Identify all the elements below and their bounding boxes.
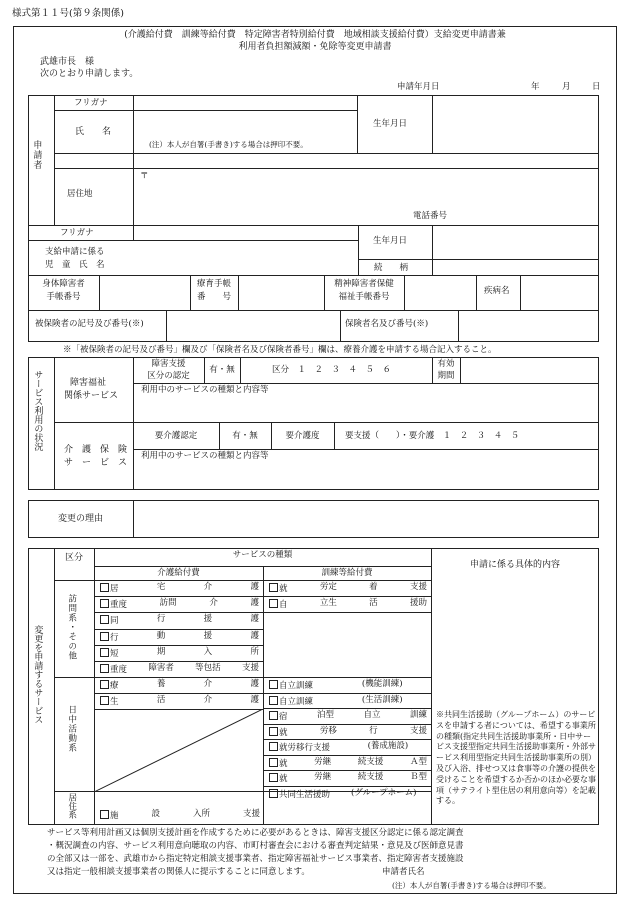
insurer-label: 保険者名及び番号(※) xyxy=(345,319,429,329)
day-training-item[interactable] xyxy=(269,711,427,723)
day-training-item[interactable] xyxy=(269,773,427,785)
day-care-item-part: 活 xyxy=(156,695,166,705)
day-training-item-label: 自立訓練 xyxy=(269,696,313,708)
day-training-item-part: 労移 xyxy=(319,725,337,736)
checkbox-icon[interactable] xyxy=(269,599,278,608)
checkbox-icon[interactable] xyxy=(269,583,278,592)
valid-period-label1: 有効 xyxy=(437,359,455,369)
residence-care-part4: 支援 xyxy=(242,809,260,819)
day-training-item-part: 続支援 xyxy=(357,756,384,767)
row-divider xyxy=(263,693,431,694)
visit-care-item-part: 宅 xyxy=(156,582,166,592)
day-care-item-part: 護 xyxy=(250,695,259,705)
physical-handbook-label1: 身体障害者 xyxy=(42,279,85,289)
day-training-item-part: 労継 xyxy=(314,772,332,782)
day-training-item-part: 訓練 xyxy=(409,710,427,720)
day-training-item-part: 泊型 xyxy=(316,710,334,720)
visit-training-item-part: 労定 xyxy=(319,582,337,592)
day-training-item-part: Ｂ型 xyxy=(409,772,427,782)
service-usage-table xyxy=(28,357,599,490)
visit-care-item-label: 行 xyxy=(100,632,119,644)
consent-line1: サービス等利用計画又は個別支援計画を作成するために必要があるときは、障害支援区分認定に係る認定調査 xyxy=(47,828,464,838)
checkbox-icon[interactable] xyxy=(269,773,278,782)
visit-care-item-label: 重度 xyxy=(100,664,127,676)
visit-care-item[interactable] xyxy=(100,648,259,660)
day-training-item-part: 行 xyxy=(369,725,378,736)
day-care-item-part: 介 xyxy=(203,695,213,705)
service-types-header: サービスの種類 xyxy=(232,550,293,560)
day-training-item-part: 労継 xyxy=(314,756,332,767)
residence-care-part3: 入所 xyxy=(192,809,210,819)
checkbox-icon[interactable] xyxy=(100,615,109,624)
checkbox-icon[interactable] xyxy=(100,648,109,657)
care-insurance-label1: 介 護 保 険 xyxy=(64,445,128,455)
care-level-label: 要介護度 xyxy=(285,431,320,441)
care-level-scale[interactable]: 要支援（ ）・要介護 １ ２ ３ ４ ５ xyxy=(345,431,520,441)
visit-training-item[interactable] xyxy=(269,599,427,611)
day-training-item[interactable] xyxy=(269,696,427,708)
visit-training-item-part: 立生 xyxy=(319,598,337,609)
visit-care-item[interactable] xyxy=(100,615,259,627)
valid-period-label2: 期間 xyxy=(437,371,455,381)
insured-number-label: 被保険者の記号及び番号(※) xyxy=(35,319,144,329)
mental-handbook-label2: 福祉手帳番号 xyxy=(338,292,390,302)
row-divider xyxy=(94,612,263,613)
applicant-section-label: 申請者 xyxy=(31,140,42,170)
visit-care-item[interactable] xyxy=(100,632,259,644)
visit-training-item-part: 着 xyxy=(369,582,378,592)
visit-care-item-part: 入 xyxy=(203,646,213,657)
visit-training-item[interactable] xyxy=(269,583,427,595)
visit-training-item-part: 支援 xyxy=(409,582,427,592)
visit-care-item-part: 介 xyxy=(209,598,218,609)
residence-category-label: 居住系 xyxy=(66,793,77,819)
row-divider xyxy=(94,645,263,646)
row-divider xyxy=(263,786,431,787)
child-birthdate-label: 生年月日 xyxy=(373,236,408,246)
day-training-item[interactable] xyxy=(269,680,427,692)
checkbox-icon[interactable] xyxy=(269,696,278,705)
visit-care-item-part: 介 xyxy=(203,582,213,592)
day-training-item-part: (養成施設) xyxy=(367,741,409,751)
checkbox-icon[interactable] xyxy=(100,664,109,673)
consent-line3: の全部又は一部を、武雄市から指定特定相談支援事業者、指定障害福祉サービス事業者、指定障害者支援施設 xyxy=(47,854,464,864)
addressee: 武雄市長 様 xyxy=(40,57,95,67)
checkbox-icon[interactable] xyxy=(100,696,109,705)
applicant-address-field[interactable] xyxy=(134,169,598,209)
row-divider xyxy=(263,708,431,709)
day-training-item-label: 就 xyxy=(269,773,288,785)
day-training-item-label: 共同生活援助 xyxy=(269,789,330,801)
welfare-service-label2: 関係サービス xyxy=(64,391,119,401)
row-divider xyxy=(94,629,263,630)
welfare-service-label1: 障害福祉 xyxy=(70,378,107,388)
physical-handbook-label2: 手帳番号 xyxy=(46,292,81,302)
training-benefits-header: 訓練等給付費 xyxy=(321,568,373,578)
row-divider xyxy=(263,612,431,613)
visit-care-item-part: 援 xyxy=(203,630,213,641)
day-training-item-part: (生活訓練) xyxy=(361,694,403,705)
consent-line4: 又は指定一般相談支援事業者の関係人に提示することに同意します。 xyxy=(47,867,310,877)
disease-label: 疾病名 xyxy=(484,286,510,296)
child-name-label1: 支給申請に係る xyxy=(45,247,105,257)
mental-handbook-label1: 精神障害者保健 xyxy=(334,279,394,289)
day-care-item[interactable] xyxy=(100,680,259,692)
visit-care-item-label: 短 xyxy=(100,648,119,660)
kubun-header: 区分 xyxy=(64,553,83,563)
visit-care-item-label: 同 xyxy=(100,615,119,627)
visit-care-item-part: 護 xyxy=(250,614,259,625)
child-name-label2: 児 童 氏 名 xyxy=(45,260,105,270)
checkbox-icon[interactable] xyxy=(100,632,109,641)
visit-care-item-part: 護 xyxy=(250,598,259,609)
care-insurance-label2: サ ー ビ ス xyxy=(64,458,128,468)
row-divider xyxy=(263,724,431,725)
consent-signature-label: 申請者氏名 xyxy=(382,867,425,877)
details-header: 申請に係る具体的内容 xyxy=(469,560,560,570)
welfare-current-services-label: 利用中のサービスの種類と内容等 xyxy=(141,385,269,395)
day-training-item-part: 自立 xyxy=(363,710,381,720)
checkbox-icon[interactable] xyxy=(269,789,278,798)
day-training-item[interactable] xyxy=(269,742,427,754)
visit-care-item-part: 行 xyxy=(156,614,166,625)
ryoiku-handbook-label2: 番 号 xyxy=(196,292,231,302)
date-year-label: 年 xyxy=(531,82,540,92)
day-training-item-label: 宿 xyxy=(269,711,288,723)
residence-care-part2: 設 xyxy=(151,809,160,819)
visit-care-item-part: 等包括 xyxy=(195,663,221,673)
day-training-item[interactable] xyxy=(269,727,427,739)
care-current-services-label: 利用中のサービスの種類と内容等 xyxy=(141,451,269,461)
residence-care-item[interactable] xyxy=(100,810,260,822)
checkbox-icon[interactable] xyxy=(100,680,109,689)
form-title-line2: 利用者負担額減額・免除等変更申請書 xyxy=(238,42,392,52)
day-care-item-label: 療 xyxy=(100,680,119,692)
checkbox-icon[interactable] xyxy=(269,680,278,689)
service-usage-section-label: サービス利用の状況 xyxy=(32,370,43,451)
visit-care-item-part: 期 xyxy=(156,646,166,657)
day-training-item-part: (機能訓練) xyxy=(361,679,403,689)
checkbox-icon[interactable] xyxy=(100,599,109,608)
day-care-item-part: 護 xyxy=(250,679,259,689)
day-training-item-label: 就 xyxy=(269,758,288,770)
row-divider xyxy=(263,755,431,756)
row-divider xyxy=(94,661,263,662)
care-certification-label: 要介護認定 xyxy=(154,431,198,441)
day-training-item[interactable] xyxy=(269,789,427,801)
visit-care-item-part: 援 xyxy=(203,614,213,625)
support-category-label1: 障害支援 xyxy=(151,359,186,369)
visit-care-item[interactable] xyxy=(100,664,259,676)
day-training-item-part: Ａ型 xyxy=(409,756,427,767)
row-divider xyxy=(94,596,263,597)
support-category-yes-no[interactable]: 有・無 xyxy=(209,365,235,375)
checkbox-icon[interactable] xyxy=(100,583,109,592)
day-care-item-part: 養 xyxy=(156,679,166,689)
visit-training-item-part: 援助 xyxy=(409,598,427,609)
care-certification-yes-no[interactable]: 有・無 xyxy=(232,431,258,441)
checkbox-icon[interactable] xyxy=(269,758,278,767)
residence-care-item-text: 施 xyxy=(100,810,119,822)
visit-category-label: 訪問系・その他 xyxy=(66,594,77,661)
support-category-label2: 区分の認定 xyxy=(147,371,190,381)
checkbox-icon[interactable] xyxy=(269,727,278,736)
blank-cell-diagonal xyxy=(94,709,263,792)
checkbox-icon[interactable] xyxy=(269,711,278,720)
row-divider xyxy=(94,693,263,694)
visit-training-item-label: 自 xyxy=(269,599,288,611)
change-reason-label: 変更の理由 xyxy=(58,514,104,524)
date-month-label: 月 xyxy=(562,82,571,92)
day-care-item[interactable] xyxy=(100,696,259,708)
visit-training-item-label: 就 xyxy=(269,583,288,595)
visit-care-item-part: 支援 xyxy=(241,663,259,673)
phone-label: 電話番号 xyxy=(413,211,448,221)
consent-line2: ・概況調査の内容、サービス利用意向聴取の内容、市町村審査会における審査判定結果・意見及び医師意見書 xyxy=(47,841,464,851)
applicant-address-label: 居住地 xyxy=(67,189,93,199)
row-divider xyxy=(263,596,431,597)
applicant-name-field[interactable] xyxy=(134,111,356,139)
visit-training-item-part: 活 xyxy=(369,598,378,609)
applicant-name-label: 氏 名 xyxy=(75,127,112,137)
checkbox-icon[interactable] xyxy=(269,742,278,751)
visit-care-item[interactable] xyxy=(100,583,259,595)
day-training-item[interactable] xyxy=(269,758,427,770)
consent-seal-note: (注）本人が自署(手書き)する場合は押印不要。 xyxy=(392,881,551,890)
day-care-item-label: 生 xyxy=(100,696,119,708)
change-reason-field[interactable] xyxy=(134,501,598,537)
application-date-label: 申請年月日 xyxy=(397,82,440,92)
date-day-label: 日 xyxy=(592,82,601,92)
group-home-note: ※共同生活援助（グループホーム）のサービスを申請する者については、希望する事業所の種類(指定共同生活援助事業所・日中サービス支援型指定共同生活援助事業所・外部サービス利用型指定共同生活援助事業所の別）及び入浴、排せつ又は食事等の介護の提供を受けることを希望するか否かのほか必要な事項（サテライト型住居の利用意向等）を記載する。 xyxy=(436,710,596,806)
row-divider xyxy=(263,770,431,771)
day-training-item-label: 就労移行支援 xyxy=(269,742,330,754)
form-title-line1: (介護給付費 訓練等給付費 特定障害者特別給付費 地域相談支援給付費）支給変更申請書兼 xyxy=(124,30,506,40)
ryoiku-handbook-label1: 療育手帳 xyxy=(196,279,231,289)
postal-mark: 〒 xyxy=(140,171,149,181)
visit-care-item-part: 動 xyxy=(156,630,166,641)
visit-care-item-part: 所 xyxy=(250,646,259,657)
visit-care-item-part: 護 xyxy=(250,582,259,592)
change-services-section-label: 変更を申請するサービス xyxy=(32,625,43,724)
checkbox-icon[interactable] xyxy=(100,810,109,819)
intro-text: 次のとおり申請します。 xyxy=(40,69,139,79)
applicant-furigana-label: フリガナ xyxy=(74,98,108,108)
visit-care-item-label: 居 xyxy=(100,583,119,595)
visit-care-item-label: 重度 xyxy=(100,599,127,611)
day-category-label: 日中活動系 xyxy=(66,705,77,753)
form-number: 様式第１１号(第９条関係) xyxy=(12,8,124,19)
visit-care-item-part: 訪問 xyxy=(159,598,177,609)
day-training-item-part: 続支援 xyxy=(357,772,384,782)
day-care-item-part: 介 xyxy=(203,679,213,689)
day-training-item-label: 自立訓練 xyxy=(269,680,313,692)
visit-care-item-part: 障害者 xyxy=(148,663,174,673)
child-furigana-label: フリガナ xyxy=(60,228,94,238)
child-relation-label: 続 柄 xyxy=(374,263,409,273)
day-training-item-label: 就 xyxy=(269,727,288,739)
support-category-scale[interactable]: 区分 １ ２ ３ ４ ５ ６ xyxy=(272,365,392,375)
care-benefits-header: 介護給付費 xyxy=(157,568,200,578)
insurance-note: ※「被保険者の記号及び番号」欄及び「保険者名及び保険者番号」欄は、療養介護を申請する場合記入すること。 xyxy=(63,345,497,355)
visit-care-item[interactable] xyxy=(100,599,259,611)
day-training-item-part: 支援 xyxy=(409,725,427,736)
applicant-seal-note: (注）本人が自署(手書き)する場合は押印不要。 xyxy=(149,140,308,149)
day-training-item-part: (グループホーム) xyxy=(351,787,417,798)
applicant-birthdate-label: 生年月日 xyxy=(373,119,408,129)
row-divider xyxy=(263,739,431,740)
visit-care-item-part: 護 xyxy=(250,630,259,641)
